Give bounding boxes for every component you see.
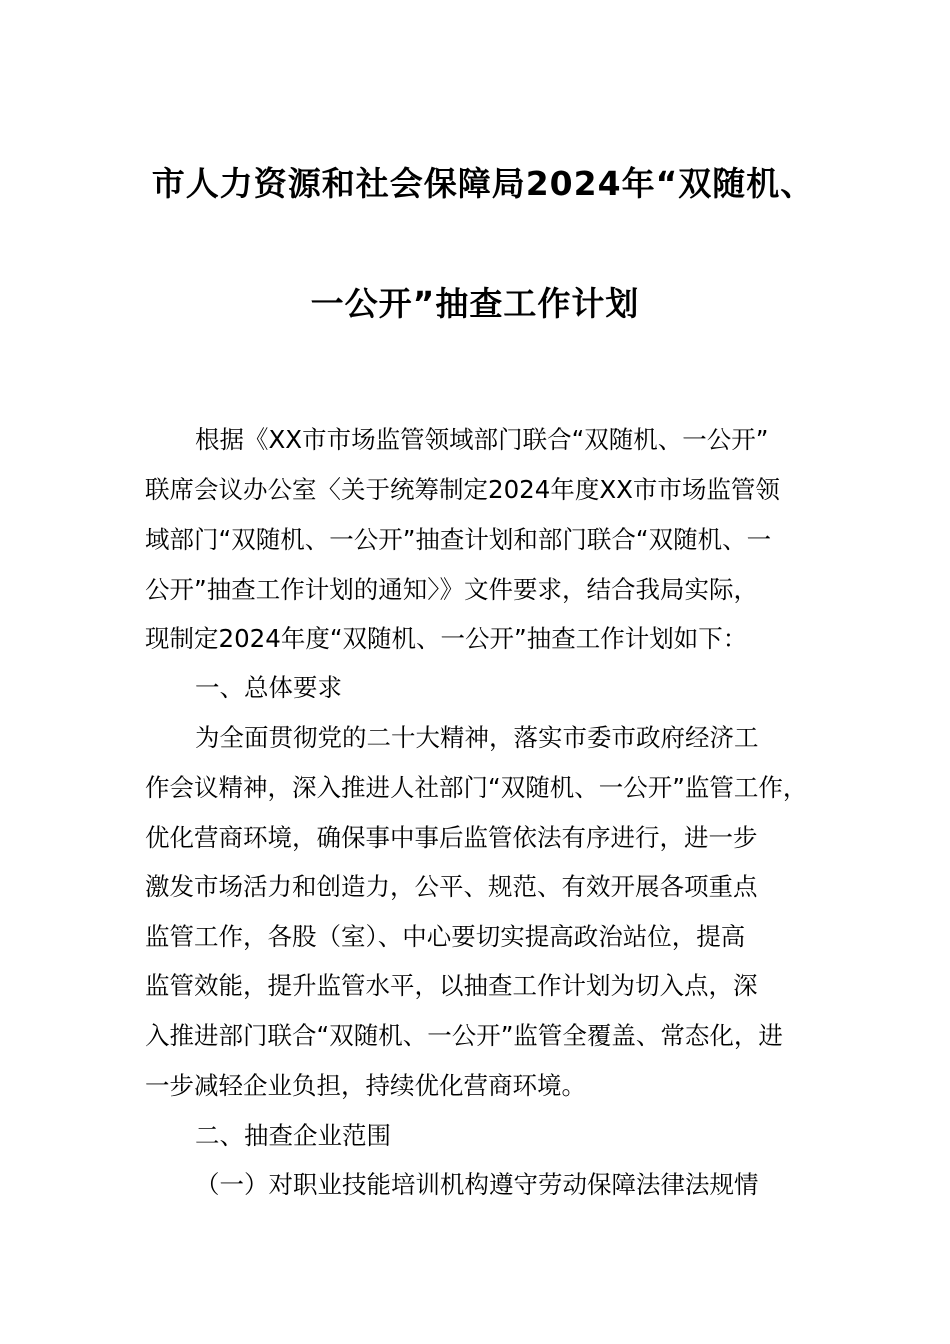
section-heading: 二、抽查企业范围 xyxy=(195,1121,391,1150)
paragraph-line: 一步减轻企业负担，持续优化营商环境。 xyxy=(145,1071,586,1100)
paragraph-line: 公开”抽查工作计划的通知〉》文件要求，结合我局实际， xyxy=(145,575,758,604)
paragraph-line: 监管效能，提升监管水平，以抽查工作计划为切入点，深 xyxy=(145,971,758,1000)
paragraph-line: 域部门“双随机、一公开”抽查计划和部门联合“双随机、一 xyxy=(145,525,772,554)
paragraph-line: 作会议精神，深入推进人社部门“双随机、一公开”监管工作， xyxy=(145,773,808,802)
paragraph-line: （一）对职业技能培训机构遵守劳动保障法律法规情 xyxy=(195,1170,759,1199)
paragraph-line: 入推进部门联合“双随机、一公开”监管全覆盖、常态化，进 xyxy=(145,1021,783,1050)
section-heading: 一、总体要求 xyxy=(195,673,342,702)
paragraph-line: 联席会议办公室〈关于统筹制定2024年度XX市市场监管领 xyxy=(145,475,780,504)
paragraph-line: 为全面贯彻党的二十大精神，落实市委市政府经济工 xyxy=(195,723,759,752)
paragraph-line: 激发市场活力和创造力，公平、规范、有效开展各项重点 xyxy=(145,872,758,901)
document-title-line-2: 一公开”抽查工作计划 xyxy=(310,284,640,323)
document-title-line-1: 市人力资源和社会保障局2024年“双随机、 xyxy=(151,164,815,203)
paragraph-line: 优化营商环境，确保事中事后监管依法有序进行，进一步 xyxy=(145,823,758,852)
paragraph-line: 监管工作，各股（室）、中心要切实提高政治站位，提高 xyxy=(145,922,746,951)
paragraph-line: 根据《XX市市场监管领域部门联合“双随机、一公开” xyxy=(195,425,769,454)
paragraph-line: 现制定2024年度“双随机、一公开”抽查工作计划如下： xyxy=(145,624,748,653)
